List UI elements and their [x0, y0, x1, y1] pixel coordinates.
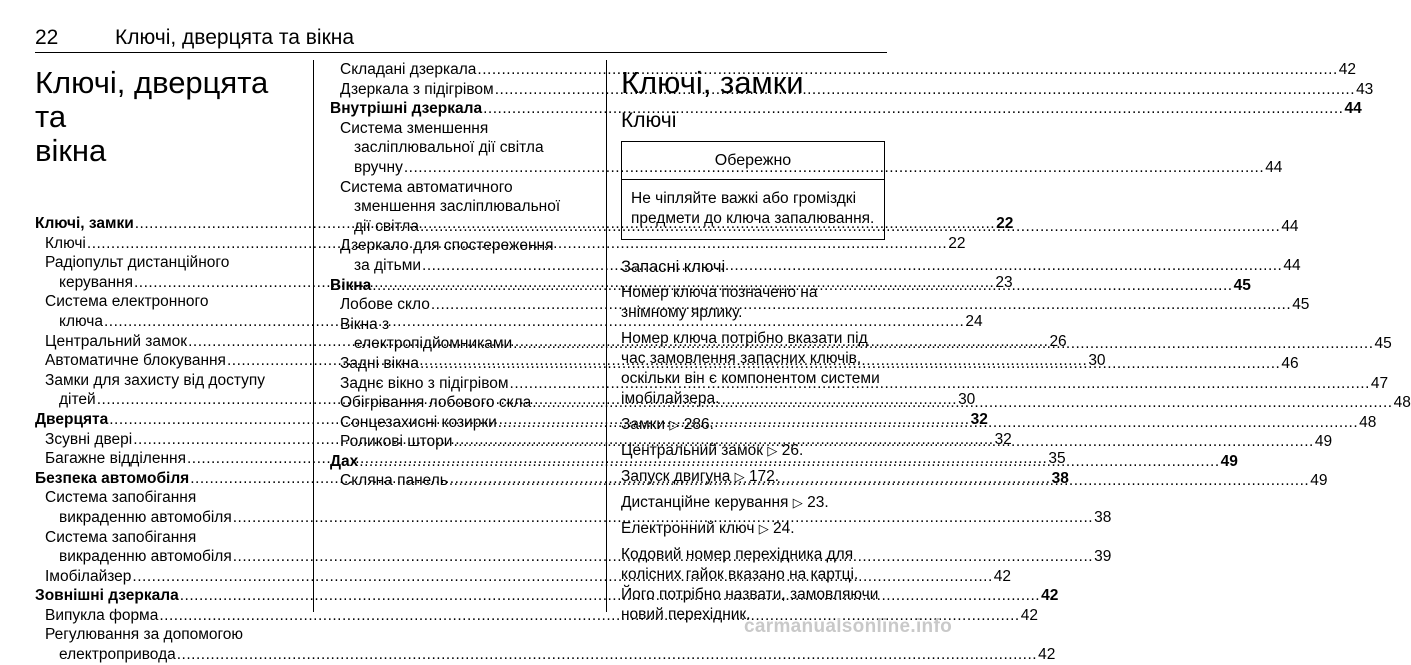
toc-entry-title: Зсувні двері [45, 430, 133, 448]
toc-entry-title: Автоматичне блокування [45, 352, 226, 370]
toc-page-number: 44 [1344, 100, 1362, 118]
toc-entry-title: Вікна [330, 276, 372, 294]
subsection-title: Ключі [621, 109, 677, 132]
toc-entry-title: Імобілайзер [45, 567, 132, 585]
watermark: carmanualsonline.info [744, 616, 952, 637]
toc-entry[interactable] [35, 606, 1038, 626]
dot-leader [477, 60, 1337, 80]
reference-arrow-icon: ▷ [758, 521, 769, 536]
reference-arrow-icon: ▷ [792, 495, 803, 510]
toc-page-number: 47 [1370, 374, 1389, 392]
cross-reference-page: 23. [807, 494, 829, 511]
toc-page-number: 26 [1049, 332, 1067, 350]
paragraph: Номер ключа потрібно вказати під час замовлення запасних ключів, оскільки він є компонентом системи імобілайзера. [621, 330, 880, 407]
toc-page-number: 38 [1051, 469, 1069, 487]
toc-page-number: 42 [1041, 587, 1059, 605]
toc-page-number: 35 [1048, 450, 1066, 468]
toc-entry-title-cont: вручну [354, 158, 403, 176]
toc-entry-title: Система електронного [45, 293, 209, 311]
toc-entry-title: Заднє вікно з підігрівом [340, 374, 509, 392]
toc-page-number: 38 [1094, 508, 1112, 526]
toc-entry-title: Скляна панель [340, 472, 448, 490]
toc-entry-title-cont: викраденню автомобіля [59, 508, 232, 526]
toc-page-number: 44 [1281, 217, 1299, 235]
toc-page-number: 45 [1233, 276, 1251, 294]
toc-entry-title: Дверцята [35, 410, 109, 428]
toc-entry-title: Лобове скло [340, 296, 430, 314]
toc-entry-title-cont: дітей [59, 391, 96, 409]
cross-reference[interactable] [621, 441, 886, 461]
toc-page-number: 43 [1356, 80, 1374, 98]
paragraph: Номер ключа позначено на знімному ярлику. [621, 284, 818, 321]
cross-reference[interactable] [621, 467, 886, 487]
toc-entry-title: Ключі, замки [35, 215, 134, 232]
toc-page-number: 42 [1020, 606, 1038, 624]
toc-entry-title: Вікна з [340, 315, 390, 333]
toc-entry-title-cont: засліплювальної дії світла [354, 139, 544, 157]
toc-page-number: 45 [1292, 296, 1310, 314]
chapter-title-line1: Ключі, дверцята та [35, 65, 269, 134]
cross-reference-text: Центральний замок [621, 442, 764, 459]
toc-page-number: 42 [993, 567, 1012, 585]
chapter-title [35, 66, 297, 168]
toc-page-number: 44 [1265, 158, 1283, 176]
toc-entry[interactable] [330, 60, 1357, 80]
toc-entry-title: Зовнішні дзеркала [35, 587, 179, 605]
toc-entry-title-cont: керування [59, 273, 133, 291]
section-title: Ключі, замки [621, 65, 804, 100]
cross-reference-text: Електронний ключ [621, 520, 755, 537]
toc-entry-title: Система запобігання [45, 528, 197, 546]
toc-page-number: 48 [1393, 394, 1411, 412]
toc-page-number: 49 [1220, 452, 1238, 470]
toc-entry-title: Обігрівання лобового скла [340, 394, 532, 412]
toc-entry-title-cont: електропривода [59, 646, 176, 664]
toc-entry-title: Радіопульт дистанційного [45, 254, 230, 272]
cross-reference-text: Замки [621, 416, 666, 433]
toc-entry-title: Задні вікна [340, 354, 419, 372]
toc-page-number: 39 [1094, 548, 1112, 566]
dot-leader [180, 586, 1040, 606]
cross-reference-page: 172. [748, 468, 780, 485]
cross-references [621, 415, 886, 539]
toc-entry-title: Багажне відділення [45, 450, 186, 468]
toc-entry-title: Випукла форма [45, 606, 159, 624]
toc-entry-title: Сонцезахисні козирки [340, 413, 497, 431]
toc-page-number: 32 [970, 410, 988, 428]
cross-reference-page: 26. [781, 442, 804, 459]
toc-section-entry[interactable] [35, 586, 1059, 606]
toc-entry-title-cont: викраденню автомобіля [59, 548, 232, 566]
cross-reference[interactable] [621, 519, 886, 539]
toc-page-number: 23 [995, 273, 1013, 291]
toc-page-number: 45 [1374, 335, 1392, 353]
cross-reference[interactable] [621, 493, 886, 513]
toc-page-number: 30 [1088, 352, 1106, 370]
toc-entry-title: Замки для захисту від доступу [45, 371, 265, 389]
toc-entry-title: Дах [330, 452, 359, 470]
reference-arrow-icon: ▷ [669, 417, 680, 432]
warning-box [621, 141, 885, 240]
toc-entry-title-cont: електропідйомниками [354, 335, 513, 353]
toc-page-number: 49 [1314, 433, 1333, 451]
toc-entry-title: Безпека автомобіля [35, 469, 190, 487]
chapter-title-line2: вікна [35, 133, 107, 168]
toc-page-number: 46 [1281, 354, 1299, 372]
toc-entry-title: Роликові штори [340, 433, 453, 451]
toc-page-number: 42 [1338, 61, 1357, 78]
section-column [621, 60, 886, 631]
cross-reference-text: Запуск двигуна [621, 468, 731, 485]
warning-text: Не чіпляйте важкі або громіздкі предмети до ключа запалювання. [631, 190, 875, 227]
toc-page-number: 24 [965, 312, 983, 330]
toc-page-number: 32 [994, 430, 1012, 448]
toc-entry-title-cont: ключа [59, 312, 103, 330]
reference-arrow-icon: ▷ [767, 443, 778, 458]
cross-reference-page: 24. [773, 520, 795, 537]
toc-page-number: 22 [996, 215, 1014, 232]
toc-page-number: 48 [1359, 413, 1377, 431]
toc-page-number: 42 [1038, 646, 1056, 664]
toc-page-number: 30 [958, 391, 976, 409]
dot-leader [483, 99, 1343, 119]
spare-keys-title: Запасні ключі [621, 258, 726, 276]
toc-entry-title: Внутрішні дзеркала [330, 100, 483, 118]
paragraph: Кодовий номер перехідника для колісних гайок вказано на картці. Його потрібно назвати, замовляючи новий перехідник. [621, 546, 879, 623]
toc-entry-title: Центральний замок [45, 332, 188, 350]
toc-page-number: 49 [1310, 472, 1328, 490]
toc-entry-title: Система зменшення [340, 119, 489, 137]
toc-entry-title: Система запобігання [45, 489, 197, 507]
page-number: 22 [35, 26, 59, 49]
toc-section-entry[interactable] [330, 99, 1362, 119]
toc-entry-title: Складані дзеркала [340, 61, 477, 78]
toc-entry[interactable] [330, 374, 1389, 394]
toc-entry-title: Система автоматичного [340, 178, 513, 196]
toc-entry[interactable] [35, 567, 1012, 587]
cross-reference-text: Дистанційне керування [621, 494, 789, 511]
toc-entry-title: Регулювання за допомогою [45, 626, 244, 644]
toc-page-number: 22 [948, 234, 966, 252]
toc-entry-title-cont: зменшення засліплювальної [354, 198, 561, 216]
toc-entry-title: Дзеркало для спостереження [340, 237, 554, 255]
header-divider [35, 52, 887, 53]
toc-entry-title-cont: дії світла [354, 217, 419, 235]
toc-page-number: 44 [1283, 256, 1301, 274]
toc-entry-title-cont: за дітьми [354, 256, 422, 274]
warning-heading: Обережно [622, 142, 884, 180]
cross-reference[interactable] [621, 415, 886, 435]
running-title: Ключі, дверцята та вікна [115, 26, 355, 49]
dot-leader [177, 646, 1037, 663]
reference-arrow-icon: ▷ [734, 469, 745, 484]
toc-entry-title: Ключі [45, 234, 86, 252]
toc-entry-title: Дзеркала з підігрівом [340, 80, 494, 98]
cross-reference-page: 286. [683, 416, 714, 433]
